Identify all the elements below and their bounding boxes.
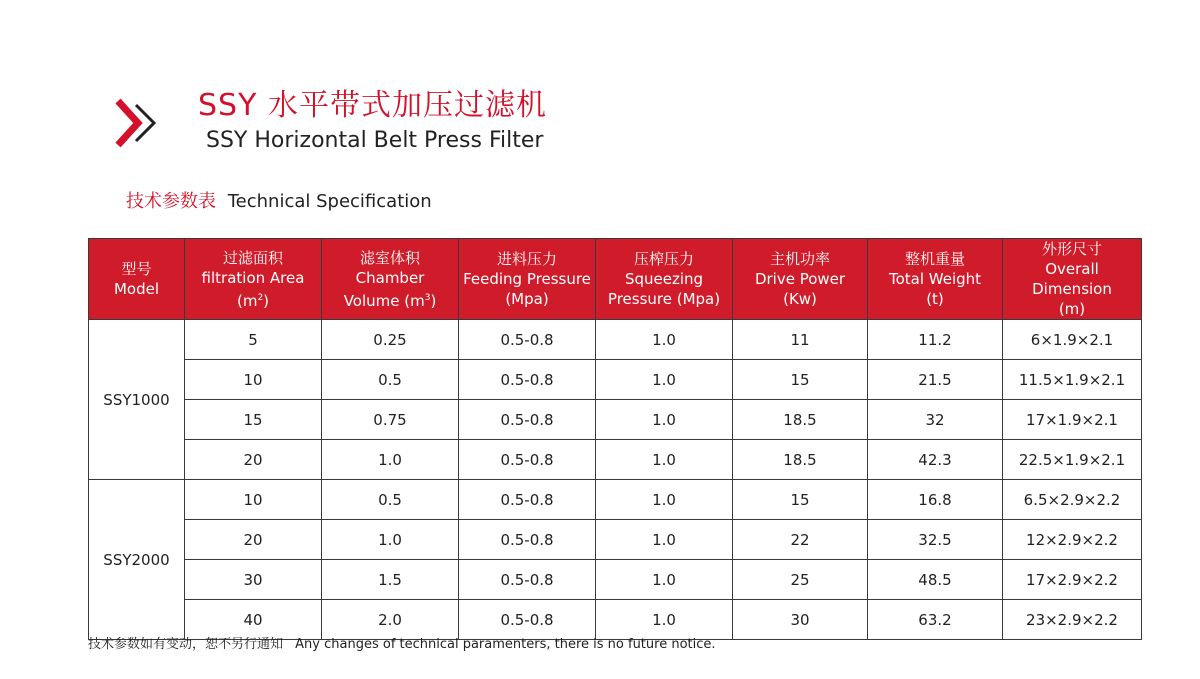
column-header-cn: 外形尺寸 — [1041, 240, 1102, 258]
table-cell: 0.5-0.8 — [459, 400, 596, 440]
table-cell: 1.0 — [596, 600, 733, 640]
column-header-en: Model — [113, 280, 160, 298]
table-cell: 0.75 — [322, 400, 459, 440]
column-header-en: Total Weight — [888, 270, 982, 288]
table-cell: 0.5-0.8 — [459, 600, 596, 640]
column-header-drive-power — [733, 239, 868, 320]
section-title-cn: 技术参数表 — [126, 191, 216, 212]
column-header-en: Feeding Pressure — [463, 270, 591, 288]
table-cell: 63.2 — [868, 600, 1003, 640]
table-cell: 21.5 — [868, 360, 1003, 400]
table-row — [89, 400, 1142, 440]
table-cell: 0.5-0.8 — [459, 360, 596, 400]
table-cell: 10 — [185, 360, 322, 400]
table-cell: 23×2.9×2.2 — [1003, 600, 1142, 640]
table-row — [89, 560, 1142, 600]
section-heading — [126, 187, 432, 213]
table-cell: 6.5×2.9×2.2 — [1003, 480, 1142, 520]
table-cell: 1.0 — [596, 440, 733, 480]
table-cell: 11.2 — [868, 320, 1003, 360]
table-row — [89, 480, 1142, 520]
table-cell: 1.0 — [596, 560, 733, 600]
column-header-unit: (m) — [1058, 300, 1086, 318]
table-cell: 18.5 — [733, 440, 868, 480]
column-header-unit: (t) — [926, 290, 944, 308]
table-cell: 15 — [733, 480, 868, 520]
table-cell: 12×2.9×2.2 — [1003, 520, 1142, 560]
column-header-cn: 进料压力 — [496, 250, 557, 268]
table-cell: 42.3 — [868, 440, 1003, 480]
column-header-unit: (Mpa) — [505, 290, 549, 308]
column-header-cn: 过滤面积 — [222, 248, 283, 267]
column-header-feeding-pressure — [459, 239, 596, 320]
table-cell: 2.0 — [322, 600, 459, 640]
table-cell: 17×2.9×2.2 — [1003, 560, 1142, 600]
column-header-cn: 压榨压力 — [633, 250, 694, 268]
table-cell: 6×1.9×2.1 — [1003, 320, 1142, 360]
column-header-squeezing-pressure — [596, 239, 733, 320]
table-cell: 5 — [185, 320, 322, 360]
column-header-unit: (Kw) — [783, 290, 817, 308]
table-row — [89, 320, 1142, 360]
column-header-unit: $(m^2)$ — [236, 291, 270, 310]
table-cell: 30 — [185, 560, 322, 600]
page-title-cn: SSY 水平带式加压过滤机 — [198, 88, 547, 123]
column-header-cn: 主机功率 — [769, 250, 830, 268]
table-cell: 20 — [185, 440, 322, 480]
column-header-en: Drive Power — [754, 270, 846, 288]
table-cell: 0.5-0.8 — [459, 480, 596, 520]
table-cell: 22.5×1.9×2.1 — [1003, 440, 1142, 480]
column-header-unit: Volume $(m^3)$ — [343, 291, 437, 310]
table-cell: 1.5 — [322, 560, 459, 600]
table-cell: 15 — [733, 360, 868, 400]
column-header-en: Overall Dimension — [1032, 260, 1112, 298]
section-title-en: Technical Specification — [227, 191, 432, 212]
table-cell: 1.0 — [596, 400, 733, 440]
table-cell: 0.5 — [322, 480, 459, 520]
column-header-chamber-volume — [322, 239, 459, 320]
column-header-en: Squeezing — [624, 270, 704, 288]
footnote-cn: 技术参数如有变动，恕不另行通知 — [88, 637, 284, 652]
table-cell: 16.8 — [868, 480, 1003, 520]
footnote — [88, 633, 716, 652]
page-title-en: SSY Horizontal Belt Press Filter — [206, 128, 544, 153]
table-cell: 32 — [868, 400, 1003, 440]
column-header-overall-dimension — [1003, 239, 1142, 320]
table-cell: 10 — [185, 480, 322, 520]
table-cell: 11 — [733, 320, 868, 360]
table-cell: 0.5 — [322, 360, 459, 400]
column-header-unit: Pressure (Mpa) — [607, 290, 721, 308]
table-cell: 0.5-0.8 — [459, 440, 596, 480]
spec-table-header — [89, 239, 1142, 320]
table-cell: 1.0 — [596, 360, 733, 400]
table-cell: 22 — [733, 520, 868, 560]
double-chevron-right-icon — [114, 97, 160, 149]
table-cell: 40 — [185, 600, 322, 640]
table-cell: 0.5-0.8 — [459, 520, 596, 560]
column-header-cn: 型号 — [121, 260, 152, 278]
model-cell: SSY2000 — [89, 480, 185, 640]
column-header-cn: 滤室体积 — [359, 248, 420, 267]
column-header-filtration-area — [185, 239, 322, 320]
table-cell: 30 — [733, 600, 868, 640]
table-cell: 1.0 — [596, 320, 733, 360]
table-cell: 1.0 — [322, 440, 459, 480]
table-cell: 20 — [185, 520, 322, 560]
table-cell: 32.5 — [868, 520, 1003, 560]
table-cell: 0.25 — [322, 320, 459, 360]
spec-table-body — [89, 320, 1142, 640]
table-row — [89, 520, 1142, 560]
table-cell: 0.5-0.8 — [459, 560, 596, 600]
table-cell: 0.5-0.8 — [459, 320, 596, 360]
table-cell: 15 — [185, 400, 322, 440]
column-header-model — [89, 239, 185, 320]
table-cell: 48.5 — [868, 560, 1003, 600]
column-header-en: Chamber — [355, 268, 425, 287]
table-cell: 11.5×1.9×2.1 — [1003, 360, 1142, 400]
table-cell: 1.0 — [596, 520, 733, 560]
table-cell: 1.0 — [596, 480, 733, 520]
column-header-total-weight — [868, 239, 1003, 320]
table-cell: 17×1.9×2.1 — [1003, 400, 1142, 440]
table-cell: 18.5 — [733, 400, 868, 440]
spec-table — [88, 238, 1142, 640]
model-cell: SSY1000 — [89, 320, 185, 480]
column-header-cn: 整机重量 — [904, 250, 965, 268]
table-row — [89, 440, 1142, 480]
table-cell: 1.0 — [322, 520, 459, 560]
table-row — [89, 360, 1142, 400]
footnote-en: Any changes of technical paramenters, there is no future notice. — [295, 637, 716, 652]
table-cell: 25 — [733, 560, 868, 600]
column-header-en: filtration Area — [201, 268, 305, 287]
